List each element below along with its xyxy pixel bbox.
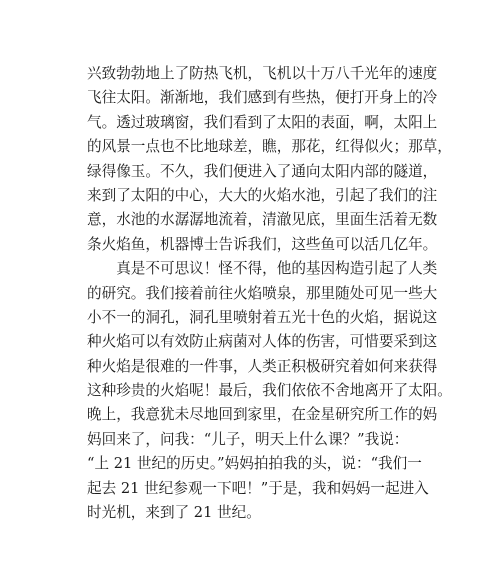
text-line: 小不一的洞孔，洞孔里喷射着五光十色的火焰，据说这 — [87, 308, 438, 326]
text-line: 来到了太阳的中心，大大的火焰水池，引起了我们的注 — [87, 186, 438, 204]
text-line: “上 21 世纪的历史。”妈妈拍拍我的头，说：“我们一 — [87, 455, 422, 473]
essay-text — [87, 62, 452, 525]
paragraph-start-line: 真是不可思议！怪不得，他的基因构造引起了人类 — [87, 260, 438, 278]
text-line: 晚上，我意犹未尽地回到家里，在金星研究所工作的妈 — [87, 406, 438, 424]
text-line: 时光机，来到了 21 世纪。 — [87, 504, 261, 522]
text-line: 妈回来了，问我：“儿子，明天上什么课？”我说： — [87, 430, 409, 448]
text-line: 起去 21 世纪参观一下吧！”于是，我和妈妈一起进入 — [87, 479, 429, 497]
text-line: 条火焰鱼，机器博士告诉我们，这些鱼可以活几亿年。 — [87, 235, 438, 253]
text-line: 意，水池的水潺潺地流着，清澈见底，里面生活着无数 — [87, 211, 438, 229]
text-line: 的风景一点也不比地球差，瞧，那花，红得似火；那草， — [87, 138, 452, 156]
text-line: 气。透过玻璃窗，我们看到了太阳的表面，啊，太阳上 — [87, 113, 438, 131]
text-line: 种火焰是很难的一件事，人类正积极研究着如何来获得 — [87, 357, 438, 375]
text-line: 这种珍贵的火焰呢！最后，我们依依不舍地离开了太阳。 — [87, 382, 452, 400]
text-line: 种火焰可以有效防止病菌对人体的伤害，可惜要采到这 — [87, 333, 438, 351]
text-line: 兴致勃勃地上了防热飞机，飞机以十万八千光年的速度 — [87, 65, 438, 82]
text-line: 的研究。我们接着前往火焰喷泉，那里随处可见一些大 — [87, 284, 438, 302]
text-line: 飞往太阳。渐渐地，我们感到有些热，便打开身上的冷 — [87, 89, 438, 107]
text-line: 绿得像玉。不久，我们便进入了通向太阳内部的隧道， — [87, 162, 438, 180]
